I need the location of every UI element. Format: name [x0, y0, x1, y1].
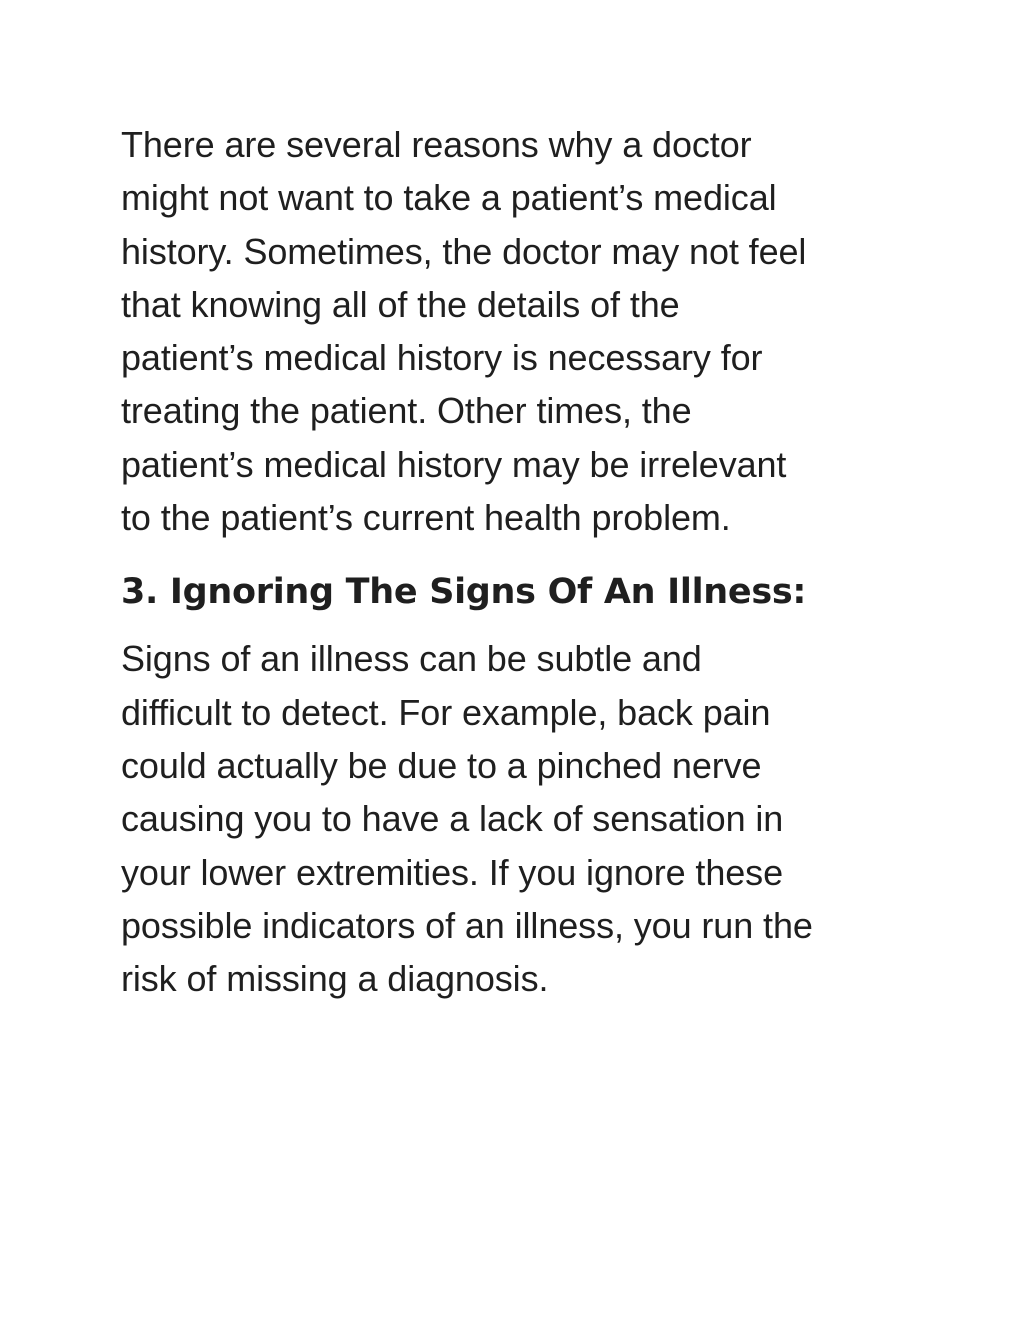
paragraph-line: history. Sometimes, the doctor may not feel: [121, 230, 807, 272]
paragraph-line: patient’s medical history may be irrelevant: [121, 443, 787, 485]
paragraph-line: to the patient’s current health problem.: [121, 497, 731, 539]
paragraph-line: treating the patient. Other times, the: [121, 390, 692, 432]
paragraph-line: causing you to have a lack of sensation in: [121, 798, 784, 840]
illness-signs-paragraph: [121, 632, 921, 1005]
intro-paragraph: [121, 118, 921, 544]
paragraph-line: your lower extremities. If you ignore these: [121, 851, 783, 893]
document-page: [121, 118, 921, 1005]
paragraph-line: might not want to take a patient’s medical: [121, 177, 777, 219]
paragraph-line: There are several reasons why a doctor: [121, 124, 752, 165]
paragraph-line: risk of missing a diagnosis.: [121, 958, 549, 1000]
section-heading: 3. Ignoring The Signs Of An Illness:: [121, 572, 807, 613]
paragraph-line: possible indicators of an illness, you run the: [121, 904, 813, 946]
paragraph-line: Signs of an illness can be subtle and: [121, 638, 702, 680]
paragraph-line: difficult to detect. For example, back pain: [121, 691, 771, 733]
paragraph-line: could actually be due to a pinched nerve: [121, 744, 762, 786]
paragraph-line: patient’s medical history is necessary for: [121, 337, 763, 379]
paragraph-line: that knowing all of the details of the: [121, 283, 680, 325]
